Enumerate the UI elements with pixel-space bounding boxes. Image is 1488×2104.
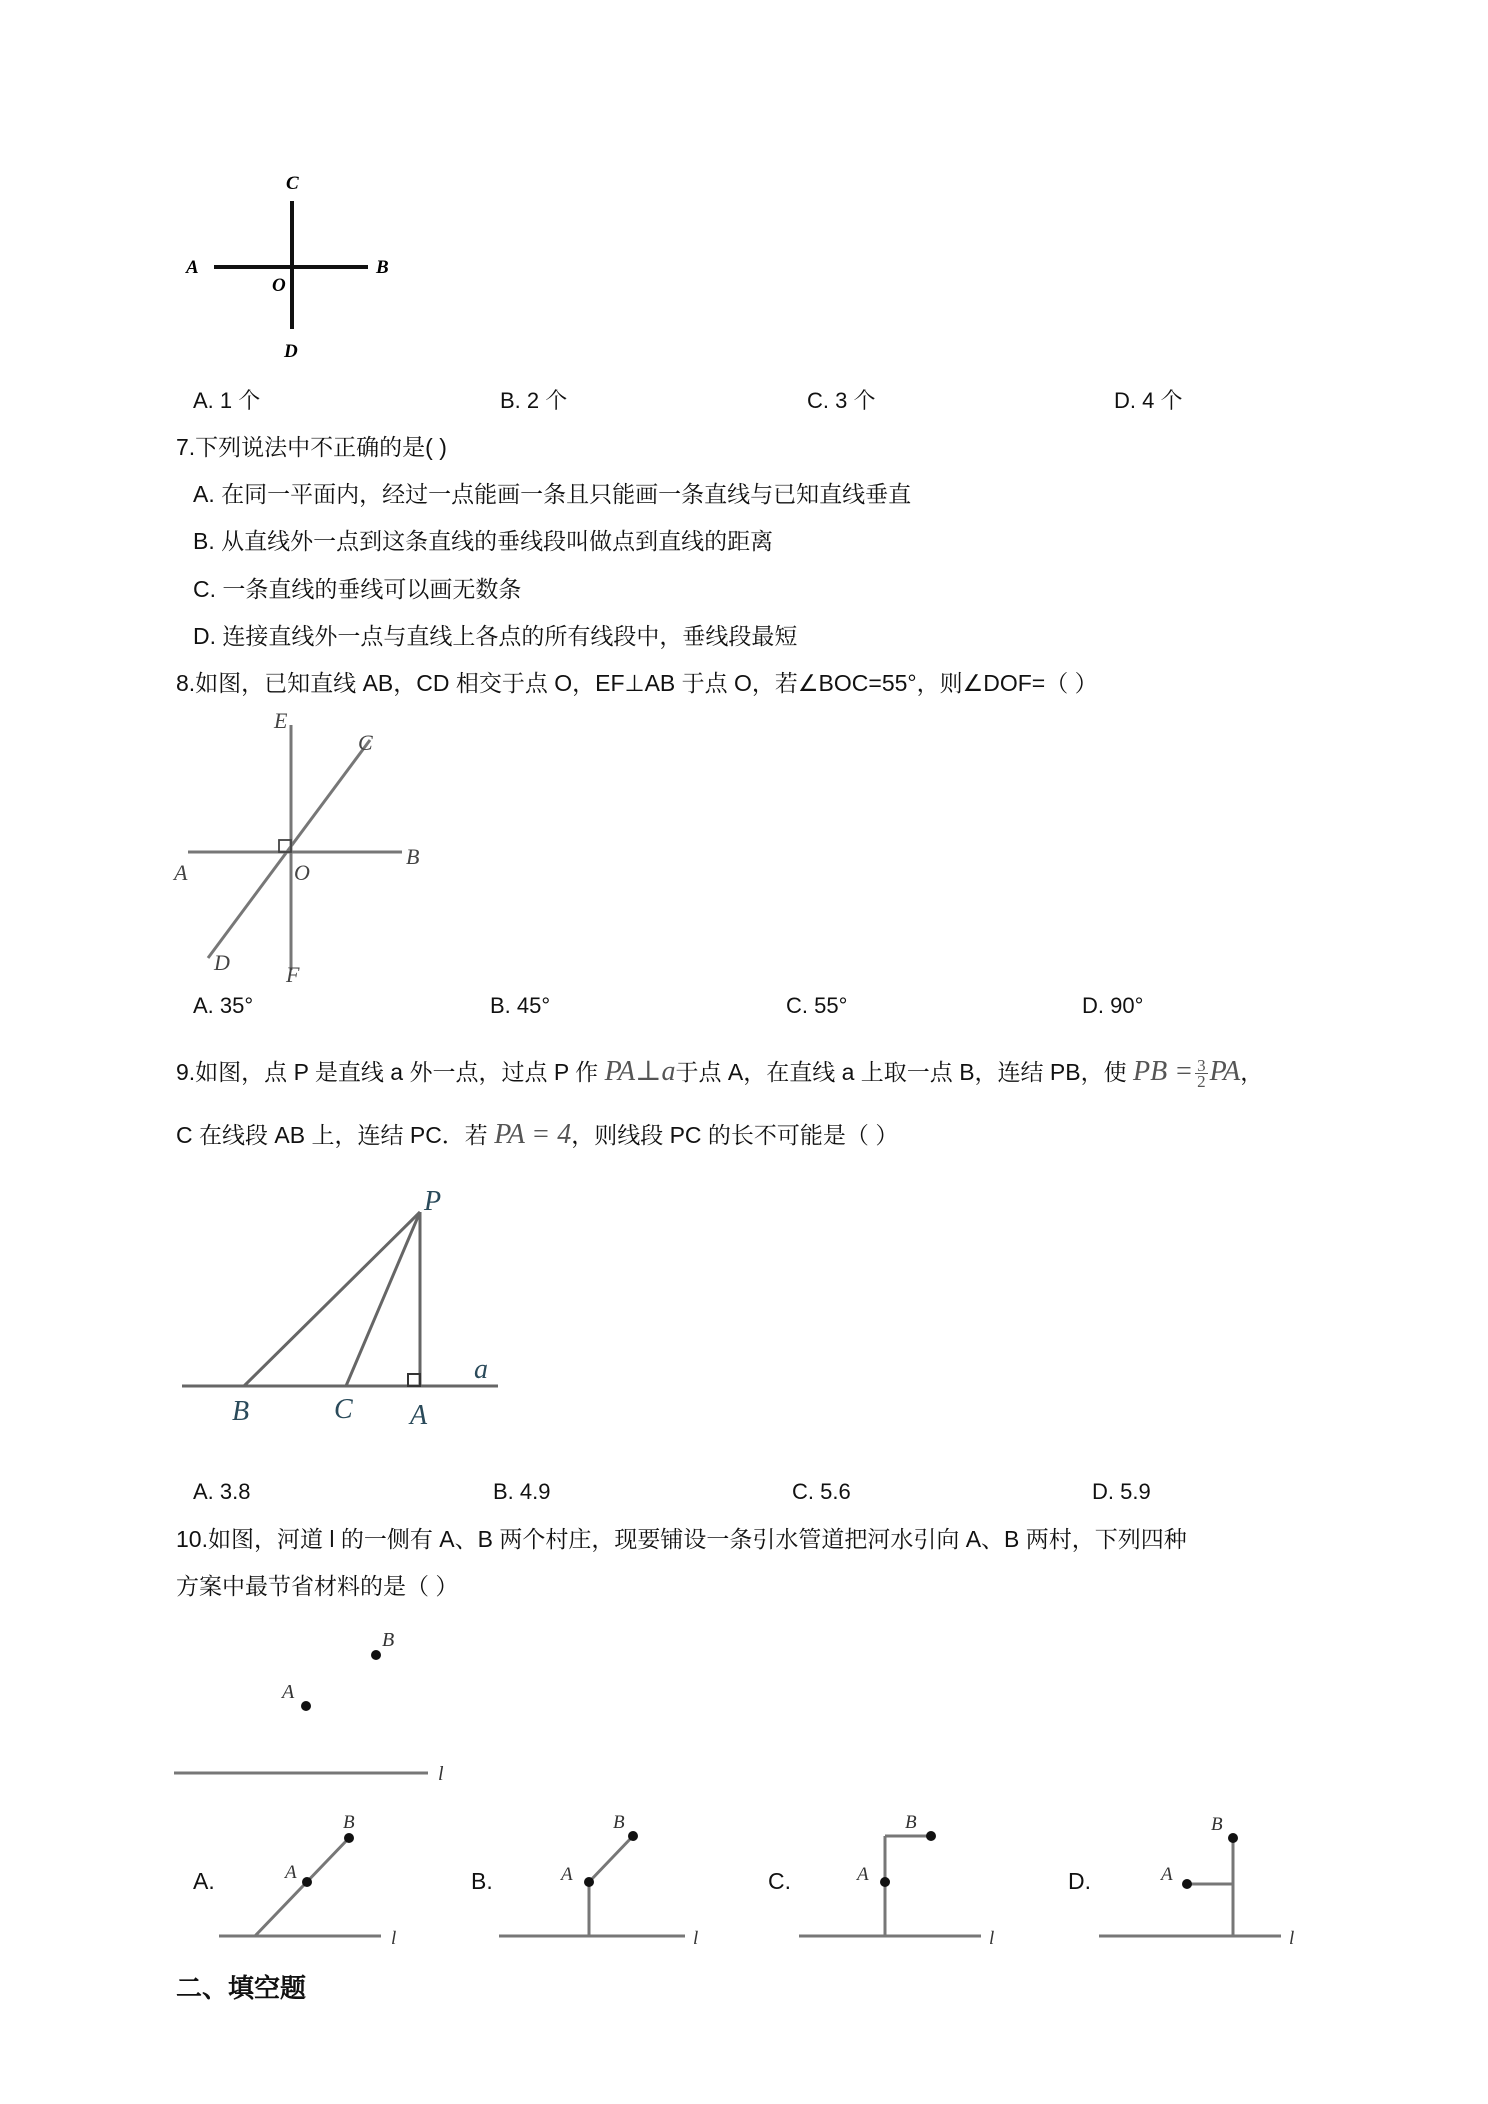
q6-option-b: B. 2 个 — [500, 388, 568, 413]
q10-option-c-letter: C. — [768, 1868, 791, 1894]
q8-label-b: B — [406, 844, 420, 869]
q7-option-a: A. 在同一平面内，经过一点能画一条且只能画一条直线与已知直线垂直 — [193, 481, 912, 507]
q10-stem-line-1: 10.如图，河道 l 的一侧有 A、B 两个村庄，现要铺设一条引水管道把河水引向 A、B 两村，下列四种 — [176, 1526, 1187, 1552]
q8-label-e: E — [274, 708, 288, 733]
q8-label-o: O — [294, 860, 310, 885]
q10-c-label-a: A — [857, 1864, 869, 1885]
q9-text-1b: 于点 A，在直线 a 上取一点 B，连结 PB，使 — [675, 1059, 1133, 1085]
q10-option-d-figure — [1095, 1800, 1315, 1950]
section-2-heading: 二、填空题 — [176, 1973, 307, 2003]
q9-math-pa-perp-a: PA⊥a — [604, 1056, 676, 1087]
q9-option-a: A. 3.8 — [193, 1479, 251, 1504]
q6-option-d: D. 4 个 — [1114, 388, 1183, 413]
q8-label-c: C — [358, 730, 373, 755]
q9-label-a-line: a — [474, 1354, 488, 1385]
q9-label-p: P — [424, 1186, 442, 1217]
q9-label-c: C — [334, 1394, 353, 1425]
q6-label-o: O — [272, 275, 286, 296]
q10-option-b-figure — [495, 1800, 715, 1950]
q10-option-a-letter: A. — [193, 1868, 215, 1894]
q9-text-2b: ，则线段 PC 的长不可能是（ ） — [571, 1122, 899, 1148]
q10-main-figure — [170, 1620, 470, 1800]
q8-label-d: D — [214, 950, 230, 975]
q9-fraction — [1195, 1056, 1208, 1092]
q9-figure — [178, 1180, 508, 1440]
q10-d-label-b: B — [1211, 1814, 1223, 1835]
q9-text-2a: C 在线段 AB 上，连结 PC．若 — [176, 1122, 495, 1148]
q10-a-label-a: A — [285, 1862, 297, 1883]
q8-option-b: B. 45° — [490, 993, 551, 1018]
q10-d-label-a: A — [1161, 1864, 1173, 1885]
q10-d-label-l: l — [1289, 1928, 1295, 1949]
q10-c-label-l: l — [989, 1928, 995, 1949]
q10-b-label-l: l — [693, 1928, 699, 1949]
q7-option-c: C. 一条直线的垂线可以画无数条 — [193, 576, 522, 602]
q9-label-a: A — [410, 1400, 428, 1431]
q9-math-pa: PA — [1209, 1056, 1241, 1087]
q9-line-1 — [176, 1054, 1263, 1090]
q9-frac-num: 3 — [1197, 1056, 1206, 1076]
q9-text-1end: ， — [1240, 1059, 1264, 1085]
q10-main-label-b: B — [382, 1629, 395, 1651]
q10-a-label-l: l — [391, 1928, 397, 1949]
q8-option-a: A. 35° — [193, 993, 254, 1018]
q7-option-b: B. 从直线外一点到这条直线的垂线段叫做点到直线的距离 — [193, 528, 774, 554]
q9-line-2 — [176, 1117, 898, 1153]
q6-figure — [180, 165, 410, 365]
q9-option-b: B. 4.9 — [493, 1479, 551, 1504]
q8-label-a: A — [174, 860, 188, 885]
q9-frac-den: 2 — [1197, 1072, 1206, 1092]
q10-c-label-b: B — [905, 1812, 917, 1833]
q9-option-c: C. 5.6 — [792, 1479, 851, 1504]
q6-option-c: C. 3 个 — [807, 388, 876, 413]
q10-stem-line-2: 方案中最节省材料的是（ ） — [176, 1573, 459, 1599]
q10-main-label-l: l — [438, 1763, 444, 1785]
q9-math-pa-eq-4: PA = 4 — [494, 1119, 572, 1150]
q6-label-a: A — [186, 257, 199, 278]
q10-main-label-a: A — [282, 1681, 295, 1703]
q9-label-b: B — [232, 1396, 250, 1427]
q10-b-label-a: A — [561, 1864, 573, 1885]
q9-text-1a: 9.如图，点 P 是直线 a 外一点，过点 P 作 — [176, 1059, 605, 1085]
q10-option-a-figure — [215, 1800, 415, 1950]
q8-stem: 8.如图，已知直线 AB，CD 相交于点 O，EF⊥AB 于点 O，若∠BOC=55°，则∠DOF=（ ） — [176, 670, 1098, 696]
q6-label-c: C — [286, 173, 299, 194]
q10-a-label-b: B — [343, 1812, 355, 1833]
q8-option-d: D. 90° — [1082, 993, 1144, 1018]
q8-option-c: C. 55° — [786, 993, 848, 1018]
q6-label-b: B — [376, 257, 389, 278]
q7-stem: 7.下列说法中不正确的是( ) — [176, 434, 447, 460]
q8-figure — [170, 700, 440, 990]
q10-option-d-letter: D. — [1068, 1868, 1091, 1894]
q7-option-d: D. 连接直线外一点与直线上各点的所有线段中，垂线段最短 — [193, 623, 798, 649]
q10-b-label-b: B — [613, 1812, 625, 1833]
q6-label-d: D — [284, 341, 298, 362]
q9-option-d: D. 5.9 — [1092, 1479, 1151, 1504]
q6-option-a: A. 1 个 — [193, 388, 261, 413]
q9-math-pb: PB = — [1133, 1056, 1194, 1087]
q8-label-f: F — [286, 962, 300, 987]
q10-option-c-figure — [795, 1800, 1015, 1950]
q10-option-b-letter: B. — [471, 1868, 493, 1894]
